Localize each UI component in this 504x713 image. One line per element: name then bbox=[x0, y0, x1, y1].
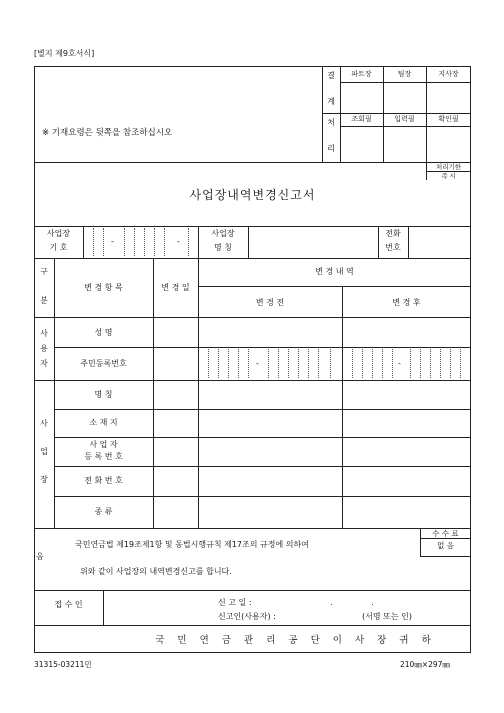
notice-text: ※ 기재요령은 뒷쪽을 참조하십시오 bbox=[42, 128, 173, 138]
report-date-marks: . . bbox=[330, 598, 392, 607]
change-date-header: 변 경 일 bbox=[161, 283, 190, 292]
approval-side-char-3: 처 bbox=[327, 118, 335, 127]
approval-side-char-1: 결 bbox=[327, 71, 335, 80]
before-header: 변 경 전 bbox=[255, 298, 285, 307]
user-rrn-label: 주민등록번호 bbox=[80, 359, 127, 368]
footer-form-code: 31315-03211민 bbox=[34, 660, 92, 669]
declaration-side-char: 음 bbox=[36, 552, 44, 561]
report-date-label: 신 고 일 : bbox=[218, 598, 252, 607]
approval-header-confirm: 확인필 bbox=[438, 115, 459, 123]
site-bizreg-label-2: 등 록 번 호 bbox=[84, 452, 123, 461]
sign-note: (서명 또는 인) bbox=[362, 612, 412, 621]
category-char-2: 분 bbox=[40, 296, 48, 305]
approval-header-input: 입력필 bbox=[394, 115, 415, 123]
recipient-line: 국 민 연 금 관 리 공 단 이 사 장 귀 하 bbox=[155, 635, 436, 646]
rrn-before-dash: - bbox=[256, 359, 259, 368]
approval-header-part-leader: 파트장 bbox=[351, 70, 372, 78]
site-bizreg-label-1: 사 업 자 bbox=[89, 440, 118, 449]
business-name-label-1: 사업장 bbox=[211, 229, 235, 238]
site-name-label: 명 칭 bbox=[94, 390, 113, 399]
deadline-value: 즉 시 bbox=[441, 172, 456, 180]
category-char-1: 구 bbox=[40, 267, 48, 276]
rrn-after-dash: - bbox=[398, 359, 401, 368]
business-code-label-2: 기 호 bbox=[49, 243, 68, 252]
approval-side-char-2: 계 bbox=[327, 97, 335, 106]
business-code-label-1: 사업장 bbox=[46, 229, 71, 238]
business-code-dash-2: - bbox=[177, 237, 180, 246]
declaration-line-1: 국민연금법 제19조제1항 및 동법시행규칙 제17조의 규정에 의하여 bbox=[75, 540, 309, 549]
site-phone-label: 전 화 번 호 bbox=[84, 476, 123, 485]
business-phone-label-1: 전화 bbox=[385, 229, 401, 238]
site-type-label: 종 류 bbox=[94, 507, 113, 516]
deadline-label: 처리기한 bbox=[435, 163, 462, 171]
site-char-1: 사 bbox=[40, 419, 48, 428]
site-char-3: 장 bbox=[40, 475, 48, 484]
declaration-line-2: 위와 같이 사업장의 내역변경신고를 합니다. bbox=[80, 567, 232, 576]
site-char-2: 업 bbox=[40, 447, 48, 456]
site-address-label: 소 재 지 bbox=[89, 418, 118, 427]
footer-paper-size: 210㎜×297㎜ bbox=[400, 660, 450, 669]
form-title: 사업장내역변경신고서 bbox=[189, 188, 316, 202]
receipt-stamp-label: 접 수 인 bbox=[54, 600, 83, 609]
user-char-3: 자 bbox=[40, 359, 48, 368]
fee-value: 없 음 bbox=[437, 541, 454, 550]
change-detail-header: 변 경 내 역 bbox=[315, 267, 354, 276]
approval-header-inquiry: 조회필 bbox=[351, 115, 372, 123]
approval-header-team-leader: 팀장 bbox=[397, 70, 412, 78]
approval-side-char-4: 리 bbox=[327, 144, 335, 153]
business-phone-label-2: 번호 bbox=[385, 243, 401, 252]
user-name-label: 성 명 bbox=[94, 328, 113, 337]
business-name-label-2: 명 칭 bbox=[214, 243, 232, 252]
declarant-label: 신고인(사용자) : bbox=[218, 612, 276, 621]
after-header: 변 경 후 bbox=[392, 298, 421, 307]
user-char-2: 용 bbox=[40, 344, 48, 353]
change-item-header: 변 경 항 목 bbox=[84, 283, 123, 292]
approval-header-branch-head: 지사장 bbox=[438, 70, 459, 78]
fee-label: 수 수 료 bbox=[432, 529, 459, 538]
business-code-dash-1: - bbox=[111, 237, 114, 246]
user-char-1: 사 bbox=[40, 329, 48, 338]
form-number: [별지 제9호서식] bbox=[34, 49, 95, 58]
